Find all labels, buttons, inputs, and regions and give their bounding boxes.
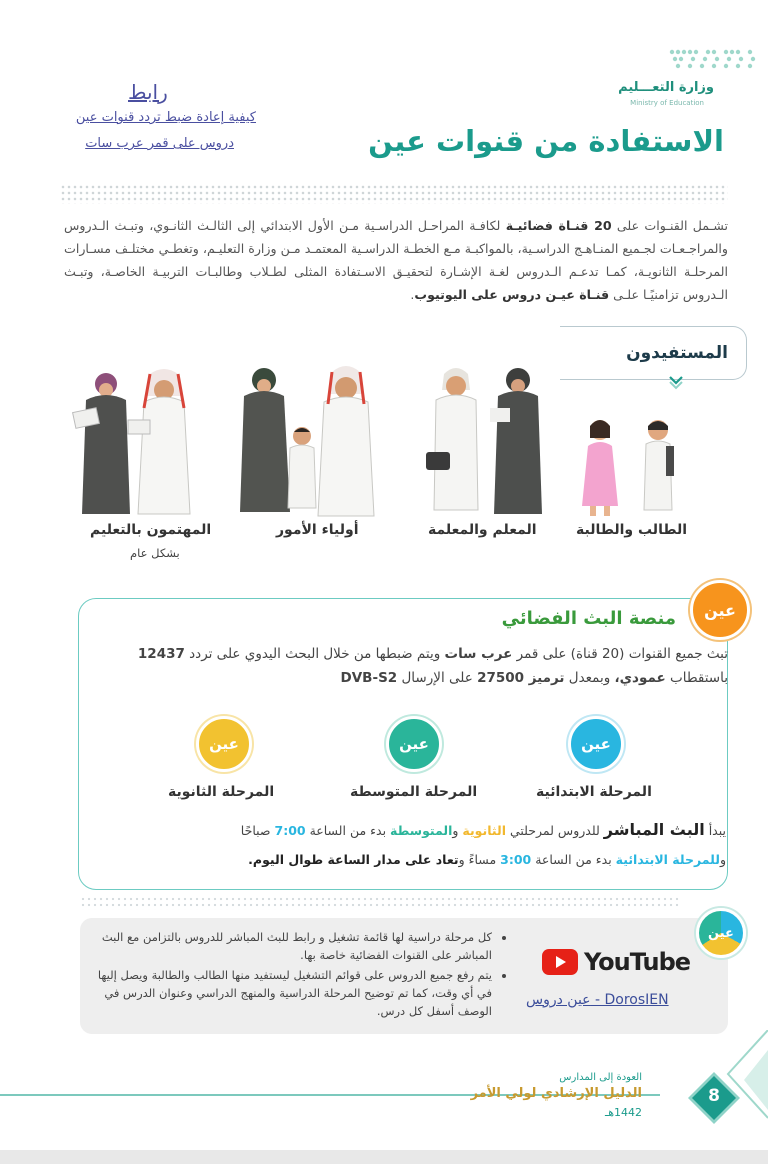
dotted-divider <box>60 184 728 204</box>
live-broadcast-line1: يبدأ البث المباشر للدروس لمرحلتي الثانوية والمتوسطة بدء من الساعة 7:00 صباحًا <box>240 820 726 839</box>
intermediate-stage-label: المرحلة المتوسطة <box>350 784 478 800</box>
parents-illustration <box>236 364 382 520</box>
chevron-down-icon <box>668 374 684 390</box>
ministry-name-en: Ministry of Education <box>630 99 704 107</box>
primary-stage-badge: عين <box>568 716 624 772</box>
ministry-logo-icon <box>666 46 758 76</box>
footer-year: 1442هـ <box>604 1106 642 1119</box>
interested-illustration <box>72 368 196 520</box>
arabsat-link[interactable]: دروس على قمر عرب سات <box>85 136 234 151</box>
list-item: • كل مرحلة دراسية لها قائمة تشغيل و رابط للبث المباشر للدروس بالتزامن مع البث المباشر على القنوات الفضائية خاصة بها. <box>92 928 492 964</box>
youtube-wordmark: YouTube <box>584 948 691 976</box>
teachers-illustration <box>422 364 552 520</box>
secondary-stage-label: المرحلة الثانوية <box>168 784 275 800</box>
footer-back-to-school: العودة إلى المدارس <box>559 1072 642 1083</box>
interested-label: المهتمون بالتعليم <box>90 522 212 538</box>
link-heading[interactable]: رابط <box>128 80 168 104</box>
interested-sublabel: بشكل عام <box>130 546 180 560</box>
students-label: الطالب والطالبة <box>576 522 688 538</box>
teachers-label: المعلم والمعلمة <box>428 522 537 538</box>
frequency-reset-link[interactable]: كيفية إعادة ضبط تردد قنوات عين <box>75 110 256 125</box>
secondary-stage-badge: عين <box>196 716 252 772</box>
ain-badge-orange: عين <box>690 580 750 640</box>
broadcast-description: تبث جميع القنوات (20 قناة) على قمر عرب سات ويتم ضبطها من خلال البحث اليدوي على تردد 12437 باستقطاب عمودي، وبمعدل ترميز 27500 على الإرسال DVB-S2 <box>137 646 728 686</box>
page-title: الاستفادة من قنوات عين <box>368 124 724 158</box>
footer-guide-title: الدليل الإرشادي لولي الأمر <box>470 1086 642 1101</box>
intro-paragraph: تشـمل القنـوات على 20 قنـاة فضائيـة لكافـة المراحـل الدراسـية مـن الأول الابتدائي إلى الثالـث الثانـوي، وتبـث الـدروس والمراجـعـات لجـميع المنـاهـج الدراسـية، بالمواكبـة مـع الخطـة الدراسـية المعتمـد مـن وزارة التعليـم، وتغطـي مختلـف مسـارات المرحلـة الثانويـة، كمـا تدعـم الـدروس لغـة الإشـارة لتحقيـق الاسـتفادة المثلى لطـلاب وطالبـات التربيـة الخاصـة، وتبـث الـدروس تزامنيًـا علـى قنـاة عيـن دروس على اليوتيوب. <box>64 218 728 302</box>
page-number: 8 <box>708 1086 720 1106</box>
youtube-logo <box>542 948 690 976</box>
beneficiaries-title: المستفيدون <box>626 343 728 363</box>
live-broadcast-line2: وللمرحلة الابتدائية بدء من الساعة 3:00 مساءً وتعاد على مدار الساعة طوال اليوم. <box>248 852 726 867</box>
primary-stage-label: المرحلة الابتدائية <box>536 784 652 800</box>
ministry-name: وزارة التعـــليم <box>618 80 714 95</box>
intermediate-stage-badge: عين <box>386 716 442 772</box>
youtube-play-icon <box>542 949 578 975</box>
broadcast-title: منصة البث الفضائي <box>501 608 676 629</box>
parents-label: أولياء الأمور <box>276 522 359 538</box>
students-illustration <box>574 416 686 520</box>
youtube-channel-link[interactable]: عين دروس - DorosIEN <box>526 992 669 1008</box>
youtube-bullets <box>92 928 506 1022</box>
list-item: • يتم رفع جميع الدروس على قوائم التشغيل ليستفيد منها الطالب والطالبة ويصل إليها في أي وقت، كما تم توضيح المرحلة الدراسية والمنهج الدراسي وعنوان الدرس في الوصف أسفل كل درس. <box>92 966 492 1020</box>
ain-badge-multicolor: عين <box>696 908 746 958</box>
dotted-divider-2 <box>80 896 680 910</box>
